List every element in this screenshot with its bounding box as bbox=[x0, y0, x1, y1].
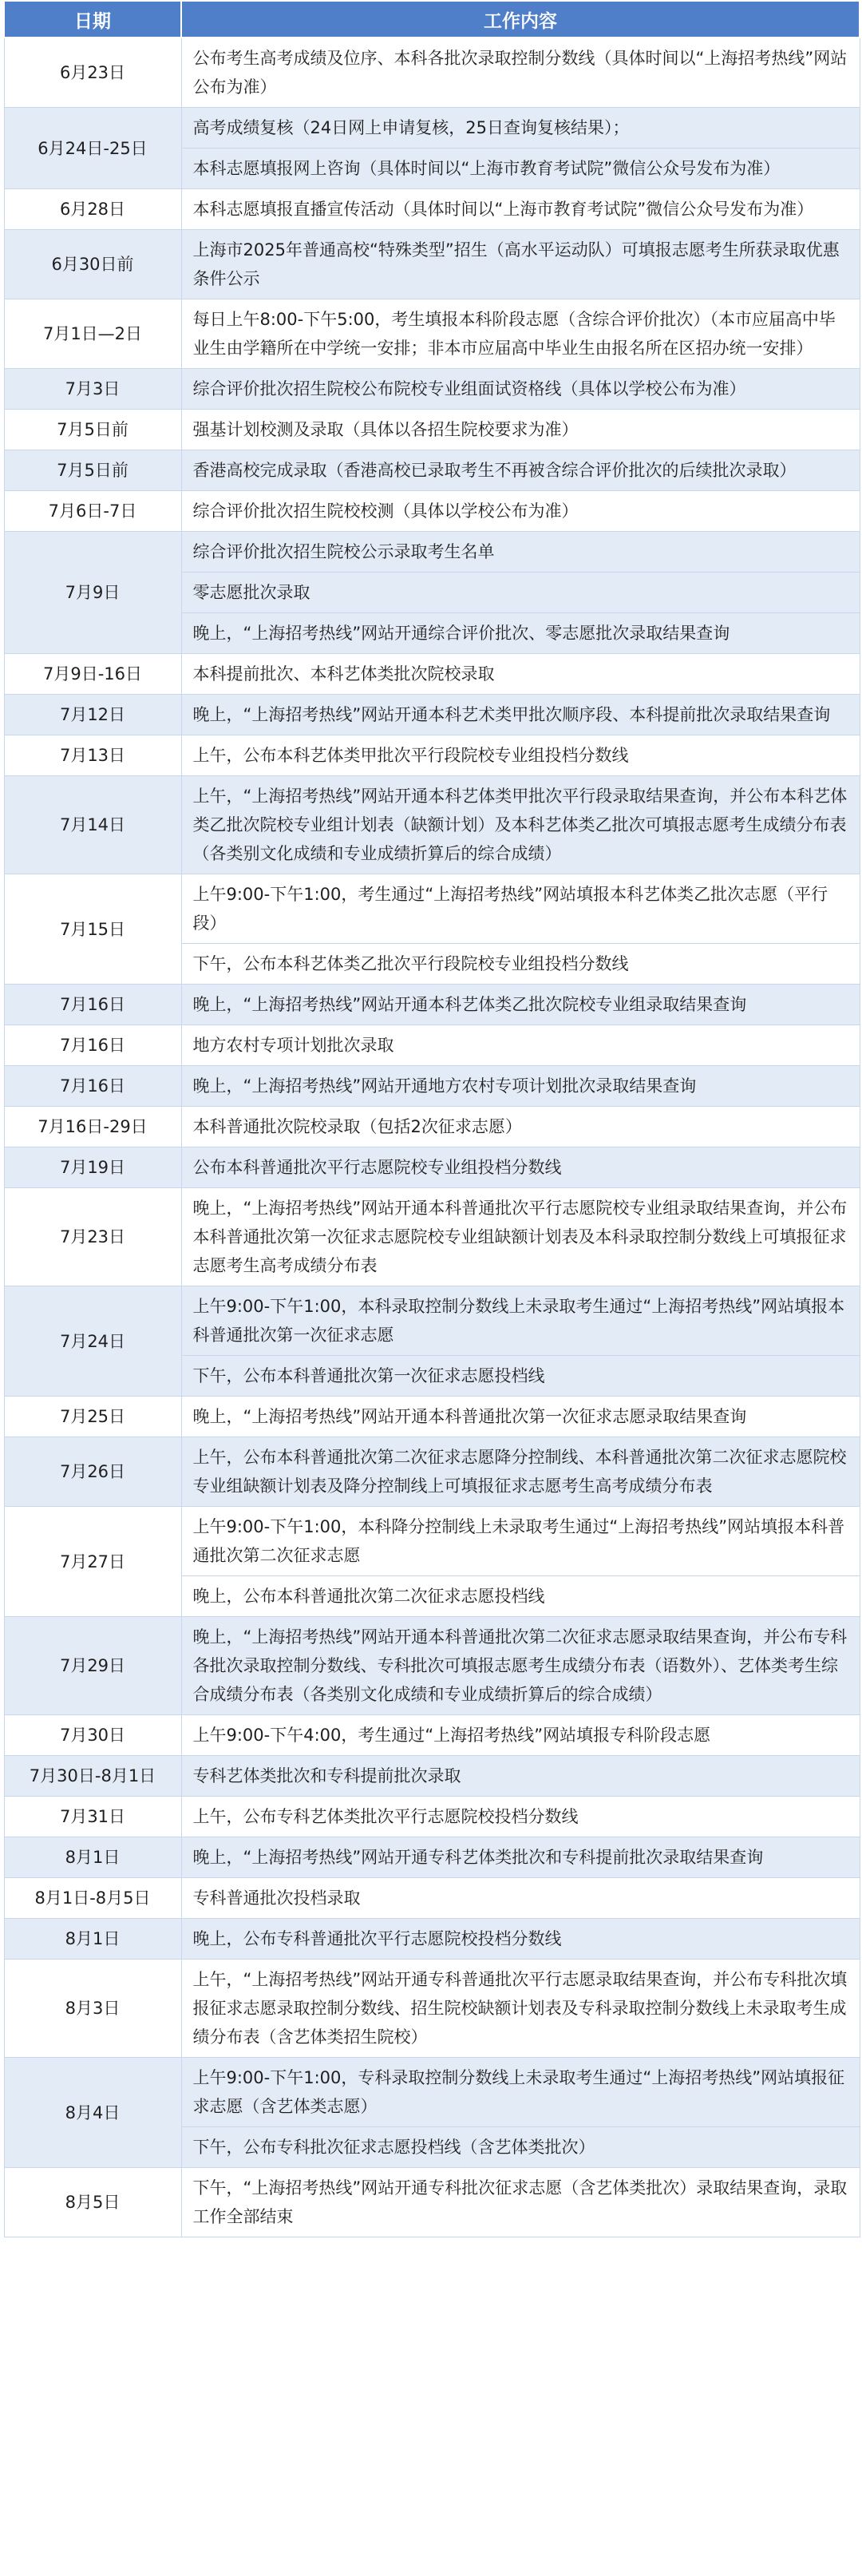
work-item: 上午9:00-下午1:00，考生通过“上海招考热线”网站填报本科艺体类乙批次志愿（平行段） bbox=[192, 885, 828, 933]
row-work-content bbox=[181, 2058, 860, 2168]
table-row bbox=[4, 108, 860, 189]
row-work-content: 公布考生高考成绩及位序、本科各批次录取控制分数线（具体时间以“上海招考热线”网站公布为准） bbox=[181, 38, 860, 108]
row-work-content: 本科普通批次院校录取（包括2次征求志愿） bbox=[181, 1107, 860, 1147]
table-row bbox=[4, 1147, 860, 1188]
table-row bbox=[4, 491, 860, 532]
row-date: 6月23日 bbox=[4, 38, 181, 108]
row-date: 7月27日 bbox=[4, 1507, 181, 1617]
work-item: 晚上，“上海招考热线”网站开通综合评价批次、零志愿批次录取结果查询 bbox=[182, 612, 860, 653]
row-date: 7月12日 bbox=[4, 695, 181, 735]
row-date: 8月1日-8月5日 bbox=[4, 1878, 181, 1919]
work-item: 晚上，公布本科普通批次第二次征求志愿投档线 bbox=[182, 1575, 860, 1616]
table-row bbox=[4, 1188, 860, 1286]
row-date: 7月30日-8月1日 bbox=[4, 1756, 181, 1797]
row-work-content: 晚上，“上海招考热线”网站开通地方农村专项计划批次录取结果查询 bbox=[181, 1066, 860, 1107]
row-date: 6月24日-25日 bbox=[4, 108, 181, 189]
row-work-content: 晚上，“上海招考热线”网站开通本科普通批次平行志愿院校专业组录取结果查询，并公布本科普通批次第一次征求志愿院校专业组缺额计划表及本科录取控制分数线上可填报征求志愿考生高考成绩分布表 bbox=[181, 1188, 860, 1286]
table-row bbox=[4, 1797, 860, 1837]
row-date: 7月16日 bbox=[4, 985, 181, 1025]
row-work-content: 上海市2025年普通高校“特殊类型”招生（高水平运动队）可填报志愿考生所获录取优惠条件公示 bbox=[181, 230, 860, 299]
row-date: 8月5日 bbox=[4, 2168, 181, 2237]
row-work-content: 晚上，“上海招考热线”网站开通本科艺体类乙批次院校专业组录取结果查询 bbox=[181, 985, 860, 1025]
row-date: 7月13日 bbox=[4, 735, 181, 776]
row-work-content bbox=[181, 1507, 860, 1617]
row-date: 8月3日 bbox=[4, 1960, 181, 2058]
row-date: 8月1日 bbox=[4, 1837, 181, 1878]
table-header bbox=[4, 1, 860, 38]
row-date: 7月3日 bbox=[4, 369, 181, 410]
table-row bbox=[4, 38, 860, 108]
work-item: 零志愿批次录取 bbox=[182, 572, 860, 612]
row-date: 7月29日 bbox=[4, 1617, 181, 1715]
table-row bbox=[4, 1025, 860, 1066]
table-row bbox=[4, 450, 860, 491]
row-date: 7月19日 bbox=[4, 1147, 181, 1188]
work-item: 上午9:00-下午1:00，专科录取控制分数线上未录取考生通过“上海招考热线”网站填报征求志愿（含艺体类志愿） bbox=[192, 2068, 845, 2116]
schedule-table bbox=[3, 0, 860, 2237]
row-work-content: 上午，公布专科艺体类批次平行志愿院校投档分数线 bbox=[181, 1797, 860, 1837]
row-work-content: 本科志愿填报直播宣传活动（具体时间以“上海市教育考试院”微信公众号发布为准） bbox=[181, 189, 860, 230]
table-row bbox=[4, 1617, 860, 1715]
row-work-content bbox=[181, 1286, 860, 1397]
row-work-content: 晚上，公布专科普通批次平行志愿院校投档分数线 bbox=[181, 1919, 860, 1960]
table-row bbox=[4, 654, 860, 695]
table-row bbox=[4, 1437, 860, 1507]
row-work-content: 公布本科普通批次平行志愿院校专业组投档分数线 bbox=[181, 1147, 860, 1188]
row-date: 7月14日 bbox=[4, 776, 181, 874]
row-date: 7月16日-29日 bbox=[4, 1107, 181, 1147]
row-date: 7月15日 bbox=[4, 874, 181, 985]
row-work-content: 晚上，“上海招考热线”网站开通本科艺术类甲批次顺序段、本科提前批次录取结果查询 bbox=[181, 695, 860, 735]
table-row bbox=[4, 369, 860, 410]
row-work-content bbox=[181, 874, 860, 985]
table-row bbox=[4, 2058, 860, 2168]
table-body bbox=[4, 38, 860, 2237]
row-work-content: 每日上午8:00-下午5:00，考生填报本科阶段志愿（含综合评价批次）（本市应届高中毕业生由学籍所在中学统一安排；非本市应届高中毕业生由报名所在区招办统一安排） bbox=[181, 299, 860, 369]
row-date: 7月25日 bbox=[4, 1397, 181, 1437]
row-work-content: 上午，公布本科普通批次第二次征求志愿降分控制线、本科普通批次第二次征求志愿院校专业组缺额计划表及降分控制线上可填报征求志愿考生高考成绩分布表 bbox=[181, 1437, 860, 1507]
table-row bbox=[4, 1837, 860, 1878]
row-date: 7月16日 bbox=[4, 1025, 181, 1066]
row-date: 7月5日前 bbox=[4, 410, 181, 450]
row-work-content: 香港高校完成录取（香港高校已录取考生不再被含综合评价批次的后续批次录取） bbox=[181, 450, 860, 491]
row-work-content: 上午9:00-下午4:00，考生通过“上海招考热线”网站填报专科阶段志愿 bbox=[181, 1715, 860, 1756]
row-date: 6月28日 bbox=[4, 189, 181, 230]
row-date: 7月26日 bbox=[4, 1437, 181, 1507]
table-row bbox=[4, 1878, 860, 1919]
row-date: 7月24日 bbox=[4, 1286, 181, 1397]
row-date: 7月6日-7日 bbox=[4, 491, 181, 532]
table-row bbox=[4, 1286, 860, 1397]
work-item: 下午，公布本科普通批次第一次征求志愿投档线 bbox=[182, 1355, 860, 1396]
column-header-date: 日期 bbox=[4, 1, 181, 38]
row-date: 7月16日 bbox=[4, 1066, 181, 1107]
column-header-work: 工作内容 bbox=[181, 1, 860, 38]
row-work-content: 专科艺体类批次和专科提前批次录取 bbox=[181, 1756, 860, 1797]
row-work-content: 综合评价批次招生院校校测（具体以学校公布为准） bbox=[181, 491, 860, 532]
table-row bbox=[4, 1756, 860, 1797]
row-date: 7月9日-16日 bbox=[4, 654, 181, 695]
row-date: 7月1日—2日 bbox=[4, 299, 181, 369]
work-item: 高考成绩复核（24日网上申请复核，25日查询复核结果）； bbox=[192, 118, 630, 137]
table-row bbox=[4, 1960, 860, 2058]
table-row bbox=[4, 1715, 860, 1756]
row-work-content: 综合评价批次招生院校公布院校专业组面试资格线（具体以学校公布为准） bbox=[181, 369, 860, 410]
row-work-content: 强基计划校测及录取（具体以各招生院校要求为准） bbox=[181, 410, 860, 450]
row-work-content: 上午，“上海招考热线”网站开通本科艺体类甲批次平行段录取结果查询，并公布本科艺体类乙批次院校专业组计划表（缺额计划）及本科艺体类乙批次可填报志愿考生成绩分布表（各类别文化成绩和专业成绩折算后的综合成绩） bbox=[181, 776, 860, 874]
row-work-content: 地方农村专项计划批次录取 bbox=[181, 1025, 860, 1066]
row-work-content bbox=[181, 532, 860, 654]
row-date: 8月1日 bbox=[4, 1919, 181, 1960]
table-row bbox=[4, 1107, 860, 1147]
table-row bbox=[4, 776, 860, 874]
work-item: 上午9:00-下午1:00，本科录取控制分数线上未录取考生通过“上海招考热线”网站填报本科普通批次第一次征求志愿 bbox=[192, 1297, 845, 1345]
row-work-content: 晚上，“上海招考热线”网站开通专科艺体类批次和专科提前批次录取结果查询 bbox=[181, 1837, 860, 1878]
table-row bbox=[4, 735, 860, 776]
table-row bbox=[4, 985, 860, 1025]
row-work-content: 本科提前批次、本科艺体类批次院校录取 bbox=[181, 654, 860, 695]
row-work-content: 晚上，“上海招考热线”网站开通本科普通批次第二次征求志愿录取结果查询，并公布专科各批次录取控制分数线、专科批次可填报志愿考生成绩分布表（语数外）、艺体类考生综合成绩分布表（各类别文化成绩和专业成绩折算后的综合成绩） bbox=[181, 1617, 860, 1715]
row-date: 7月30日 bbox=[4, 1715, 181, 1756]
row-date: 7月9日 bbox=[4, 532, 181, 654]
work-item: 下午，公布专科批次征求志愿投档线（含艺体类批次） bbox=[182, 2126, 860, 2167]
row-work-content: 专科普通批次投档录取 bbox=[181, 1878, 860, 1919]
table-row bbox=[4, 189, 860, 230]
work-item: 综合评价批次招生院校公示录取考生名单 bbox=[192, 542, 495, 561]
table-row bbox=[4, 1066, 860, 1107]
work-item: 上午9:00-下午1:00，本科降分控制线上未录取考生通过“上海招考热线”网站填报本科普通批次第二次征求志愿 bbox=[192, 1517, 845, 1565]
table-row bbox=[4, 532, 860, 654]
row-work-content: 下午，“上海招考热线”网站开通专科批次征求志愿（含艺体类批次）录取结果查询，录取工作全部结束 bbox=[181, 2168, 860, 2237]
table-row bbox=[4, 695, 860, 735]
row-date: 7月31日 bbox=[4, 1797, 181, 1837]
row-date: 7月5日前 bbox=[4, 450, 181, 491]
table-row bbox=[4, 230, 860, 299]
table-row bbox=[4, 2168, 860, 2237]
row-work-content: 上午，公布本科艺体类甲批次平行段院校专业组投档分数线 bbox=[181, 735, 860, 776]
table-row bbox=[4, 1397, 860, 1437]
table-row bbox=[4, 1507, 860, 1617]
row-date: 6月30日前 bbox=[4, 230, 181, 299]
row-date: 8月4日 bbox=[4, 2058, 181, 2168]
table-row bbox=[4, 874, 860, 985]
row-work-content bbox=[181, 108, 860, 189]
table-row bbox=[4, 1919, 860, 1960]
row-work-content: 晚上，“上海招考热线”网站开通本科普通批次第一次征求志愿录取结果查询 bbox=[181, 1397, 860, 1437]
header-row bbox=[4, 1, 860, 38]
work-item: 下午，公布本科艺体类乙批次平行段院校专业组投档分数线 bbox=[182, 943, 860, 984]
row-work-content: 上午，“上海招考热线”网站开通专科普通批次平行志愿录取结果查询，并公布专科批次填报征求志愿录取控制分数线、招生院校缺额计划表及专科录取控制分数线上未录取考生成绩分布表（含艺体类招生院校） bbox=[181, 1960, 860, 2058]
work-item: 本科志愿填报网上咨询（具体时间以“上海市教育考试院”微信公众号发布为准） bbox=[182, 148, 860, 188]
table-row bbox=[4, 299, 860, 369]
table-row bbox=[4, 410, 860, 450]
row-date: 7月23日 bbox=[4, 1188, 181, 1286]
